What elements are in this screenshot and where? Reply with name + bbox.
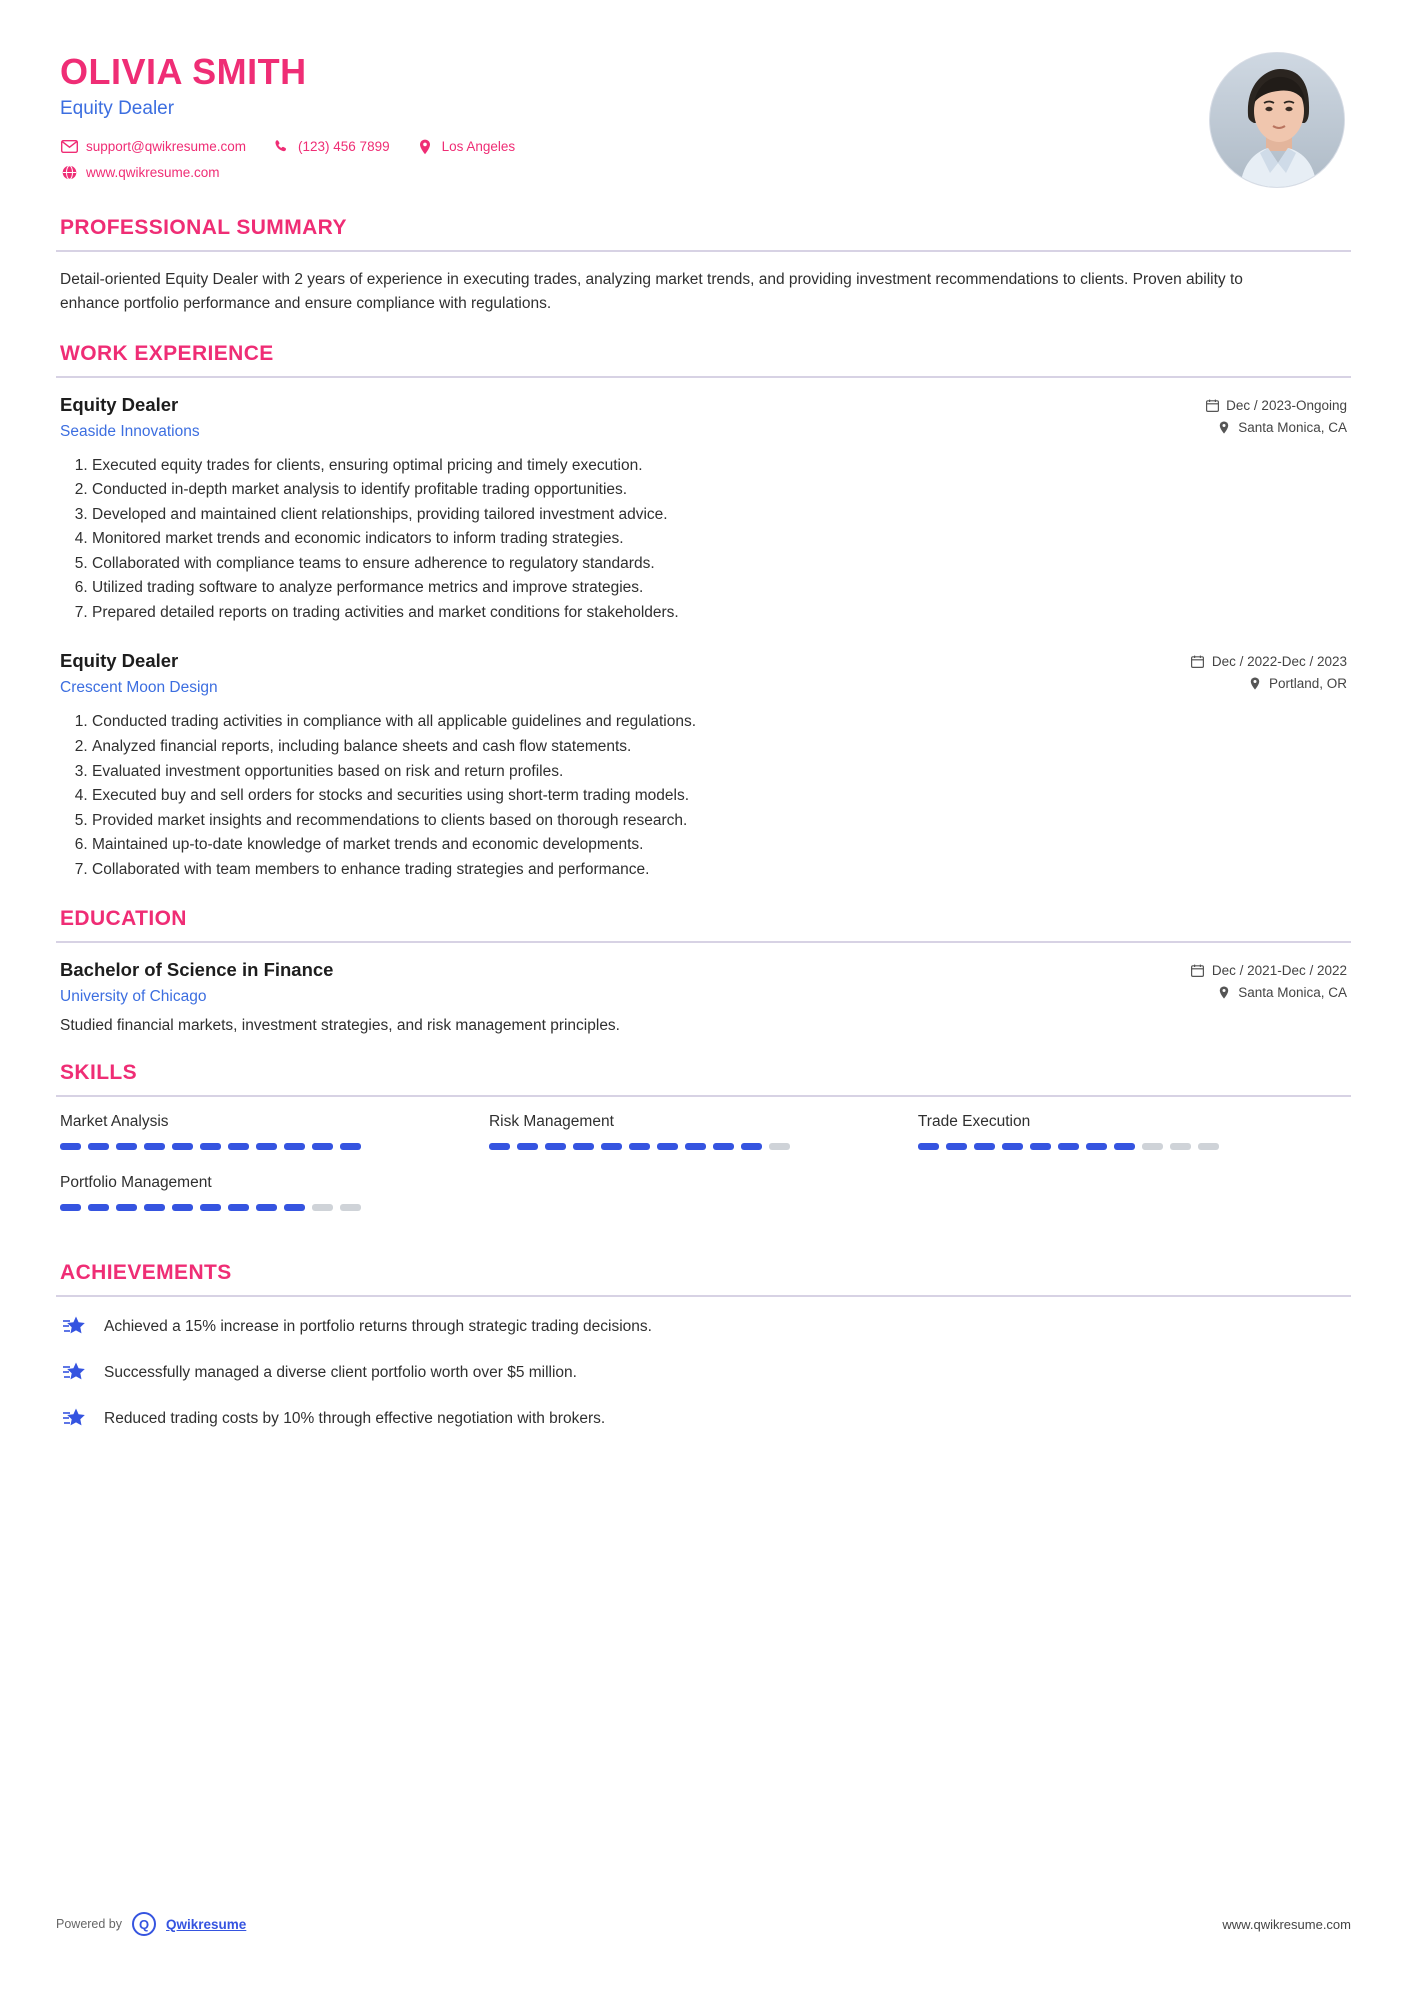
skill-item — [489, 1113, 918, 1150]
skill-item — [60, 1174, 489, 1211]
contact-phone[interactable] — [272, 138, 390, 156]
skill-dot — [172, 1204, 193, 1211]
skill-dot — [545, 1143, 566, 1150]
portrait-photo — [1210, 53, 1345, 188]
contact-location-text: Los Angeles — [441, 139, 516, 155]
divider — [56, 250, 1351, 252]
experience-job-title: Equity Dealer — [60, 650, 179, 672]
map-pin-icon — [416, 138, 434, 156]
skill-dot — [918, 1143, 939, 1150]
skill-dot — [517, 1143, 538, 1150]
list-item: 6. Utilized trading software to analyze performance metrics and improve strategies. — [92, 576, 1347, 600]
skill-dot — [1002, 1143, 1023, 1150]
achievement-item — [60, 1359, 1347, 1387]
skill-level-meter — [60, 1143, 449, 1150]
skills-grid — [60, 1113, 1347, 1235]
achievement-item — [60, 1405, 1347, 1433]
skill-dot — [200, 1204, 221, 1211]
skill-dot — [312, 1143, 333, 1150]
skill-dot — [1030, 1143, 1051, 1150]
education-dates — [1127, 963, 1347, 978]
achievement-item — [60, 1313, 1347, 1341]
envelope-icon — [60, 138, 78, 156]
experience-dates — [1127, 398, 1347, 413]
skill-dot — [573, 1143, 594, 1150]
education-entry-header — [60, 959, 1347, 1007]
list-item: 1. Executed equity trades for clients, ensuring optimal pricing and timely execution. — [92, 454, 1347, 478]
experience-bullets — [60, 454, 1347, 625]
skill-dot — [228, 1204, 249, 1211]
list-item: 4. Executed buy and sell orders for stocks and securities using short-term trading models. — [92, 784, 1347, 808]
section-title-experience: WORK EXPERIENCE — [60, 341, 274, 365]
skill-dot — [685, 1143, 706, 1150]
experience-entry — [60, 394, 1347, 625]
skill-dot — [88, 1143, 109, 1150]
education-entry — [60, 959, 1347, 1035]
education-location-text: Santa Monica, CA — [1238, 985, 1347, 1001]
experience-job-title: Equity Dealer — [60, 393, 179, 415]
education-degree: Bachelor of Science in Finance — [60, 959, 334, 981]
experience-meta — [1127, 394, 1347, 442]
education-meta — [1127, 959, 1347, 1007]
qwikresume-logo-icon: Q — [132, 1912, 156, 1936]
contact-website[interactable] — [60, 164, 220, 182]
header-left — [56, 52, 541, 190]
divider — [56, 941, 1351, 943]
education-dates-text: Dec / 2021-Dec / 2022 — [1211, 963, 1347, 979]
skill-dot — [144, 1143, 165, 1150]
experience-company: Crescent Moon Design — [60, 679, 218, 697]
calendar-icon — [1205, 398, 1219, 412]
job-role-subtitle: Equity Dealer — [60, 97, 175, 119]
experience-location-text: Santa Monica, CA — [1238, 419, 1347, 435]
achievement-text: Achieved a 15% increase in portfolio returns through strategic trading decisions. — [104, 1318, 652, 1336]
experience-location — [1127, 420, 1347, 435]
skill-dot — [256, 1143, 277, 1150]
achievement-text: Reduced trading costs by 10% through effective negotiation with brokers. — [104, 1410, 606, 1428]
skill-dot — [1142, 1143, 1163, 1150]
star-badge-icon — [60, 1359, 88, 1387]
skill-dot — [340, 1143, 361, 1150]
experience-company: Seaside Innovations — [60, 422, 200, 440]
contact-location — [416, 138, 516, 156]
skill-dot — [657, 1143, 678, 1150]
section-achievements — [56, 1261, 1351, 1433]
skill-dot — [1198, 1143, 1219, 1150]
experience-dates — [1127, 654, 1347, 669]
skill-dot — [172, 1143, 193, 1150]
skill-dot — [312, 1204, 333, 1211]
achievement-text: Successfully managed a diverse client portfolio worth over $5 million. — [104, 1364, 577, 1382]
skill-dot — [116, 1143, 137, 1150]
skill-dot — [769, 1143, 790, 1150]
skill-dot — [1114, 1143, 1135, 1150]
list-item: 5. Collaborated with compliance teams to ensure adherence to regulatory standards. — [92, 552, 1347, 576]
brand-link[interactable]: Qwikresume — [166, 1916, 247, 1932]
list-item: 2. Conducted in-depth market analysis to identify profitable trading opportunities. — [92, 478, 1347, 502]
star-badge-icon — [60, 1313, 88, 1341]
skill-dot — [713, 1143, 734, 1150]
education-school: University of Chicago — [60, 988, 207, 1006]
list-item: 3. Evaluated investment opportunities based on risk and return profiles. — [92, 760, 1347, 784]
experience-entry-header — [60, 650, 1347, 698]
skill-label: Market Analysis — [60, 1113, 169, 1131]
list-item: 7. Prepared detailed reports on trading activities and market conditions for stakeholders. — [92, 601, 1347, 625]
page-title: OLIVIA SMITH — [60, 51, 307, 92]
resume-header — [56, 0, 1351, 190]
contact-website-text: www.qwikresume.com — [86, 165, 220, 181]
summary-text: Detail-oriented Equity Dealer with 2 years of experience in executing trades, analyzing market trends, and providing investment recommendations to clients. Proven ability to enhance portfolio performance and ensure compliance with regulations. — [60, 270, 1243, 312]
list-item: 2. Analyzed financial reports, including balance sheets and cash flow statements. — [92, 735, 1347, 759]
skill-dot — [340, 1204, 361, 1211]
skill-dot — [946, 1143, 967, 1150]
calendar-icon — [1191, 655, 1205, 669]
divider — [56, 1095, 1351, 1097]
map-pin-icon — [1248, 677, 1262, 691]
footer-site-url[interactable]: www.qwikresume.com — [1222, 1916, 1351, 1932]
skill-dot — [116, 1204, 137, 1211]
list-item: 6. Maintained up-to-date knowledge of market trends and economic developments. — [92, 833, 1347, 857]
divider — [56, 376, 1351, 378]
skill-dot — [1086, 1143, 1107, 1150]
education-location — [1127, 985, 1347, 1000]
contact-email-text: support@qwikresume.com — [86, 139, 247, 155]
divider — [56, 1295, 1351, 1297]
list-item: 1. Conducted trading activities in compliance with all applicable guidelines and regulations. — [92, 710, 1347, 734]
section-education — [56, 907, 1351, 1035]
page-footer — [56, 1912, 1351, 1936]
calendar-icon — [1191, 964, 1205, 978]
experience-location-text: Portland, OR — [1268, 676, 1347, 692]
skill-dot — [601, 1143, 622, 1150]
globe-icon — [60, 164, 78, 182]
contact-email[interactable] — [60, 138, 246, 156]
skill-dot — [60, 1204, 81, 1211]
experience-dates-text: Dec / 2022-Dec / 2023 — [1211, 654, 1347, 670]
experience-entry — [60, 650, 1347, 881]
contact-phone-text: (123) 456 7899 — [298, 139, 390, 155]
education-description: Studied financial markets, investment strategies, and risk management principles. — [60, 1017, 620, 1035]
footer-branding — [56, 1912, 246, 1936]
experience-location — [1127, 676, 1347, 691]
star-badge-icon — [60, 1405, 88, 1433]
skill-dot — [284, 1143, 305, 1150]
section-skills — [56, 1061, 1351, 1235]
skill-dot — [256, 1204, 277, 1211]
achievements-list — [60, 1313, 1347, 1433]
contact-row-secondary — [60, 164, 541, 182]
skill-dot — [60, 1143, 81, 1150]
section-title-summary: PROFESSIONAL SUMMARY — [60, 215, 347, 239]
experience-meta — [1127, 650, 1347, 698]
contact-row-primary — [60, 138, 541, 156]
skill-label: Portfolio Management — [60, 1174, 212, 1192]
experience-entry-header — [60, 394, 1347, 442]
map-pin-icon — [1217, 420, 1231, 434]
list-item: 7. Collaborated with team members to enhance trading strategies and performance. — [92, 858, 1347, 882]
skill-dot — [1170, 1143, 1191, 1150]
powered-by-label: Powered by — [56, 1917, 123, 1931]
section-title-achievements: ACHIEVEMENTS — [60, 1261, 232, 1285]
experience-dates-text: Dec / 2023-Ongoing — [1226, 397, 1347, 413]
skill-dot — [629, 1143, 650, 1150]
skill-dot — [489, 1143, 510, 1150]
section-title-skills: SKILLS — [60, 1061, 138, 1085]
skill-label: Trade Execution — [917, 1113, 1031, 1131]
skill-label: Risk Management — [488, 1113, 614, 1131]
map-pin-icon — [1217, 986, 1231, 1000]
skill-dot — [88, 1204, 109, 1211]
skill-item — [60, 1113, 489, 1150]
skill-dot — [1058, 1143, 1079, 1150]
skill-dot — [974, 1143, 995, 1150]
skill-level-meter — [489, 1143, 878, 1150]
list-item: 5. Provided market insights and recommendations to clients based on thorough research. — [92, 809, 1347, 833]
skill-dot — [228, 1143, 249, 1150]
section-title-education: EDUCATION — [60, 907, 187, 931]
skill-dot — [200, 1143, 221, 1150]
skill-dot — [144, 1204, 165, 1211]
experience-bullets — [60, 710, 1347, 881]
skill-dot — [741, 1143, 762, 1150]
list-item: 4. Monitored market trends and economic indicators to inform trading strategies. — [92, 527, 1347, 551]
skill-level-meter — [60, 1204, 449, 1211]
skill-item — [918, 1113, 1347, 1150]
skill-level-meter — [918, 1143, 1307, 1150]
phone-icon — [272, 138, 290, 156]
section-professional-summary — [56, 216, 1351, 316]
skill-dot — [284, 1204, 305, 1211]
section-work-experience — [56, 342, 1351, 882]
list-item: 3. Developed and maintained client relationships, providing tailored investment advice. — [92, 503, 1347, 527]
avatar — [1209, 52, 1345, 188]
